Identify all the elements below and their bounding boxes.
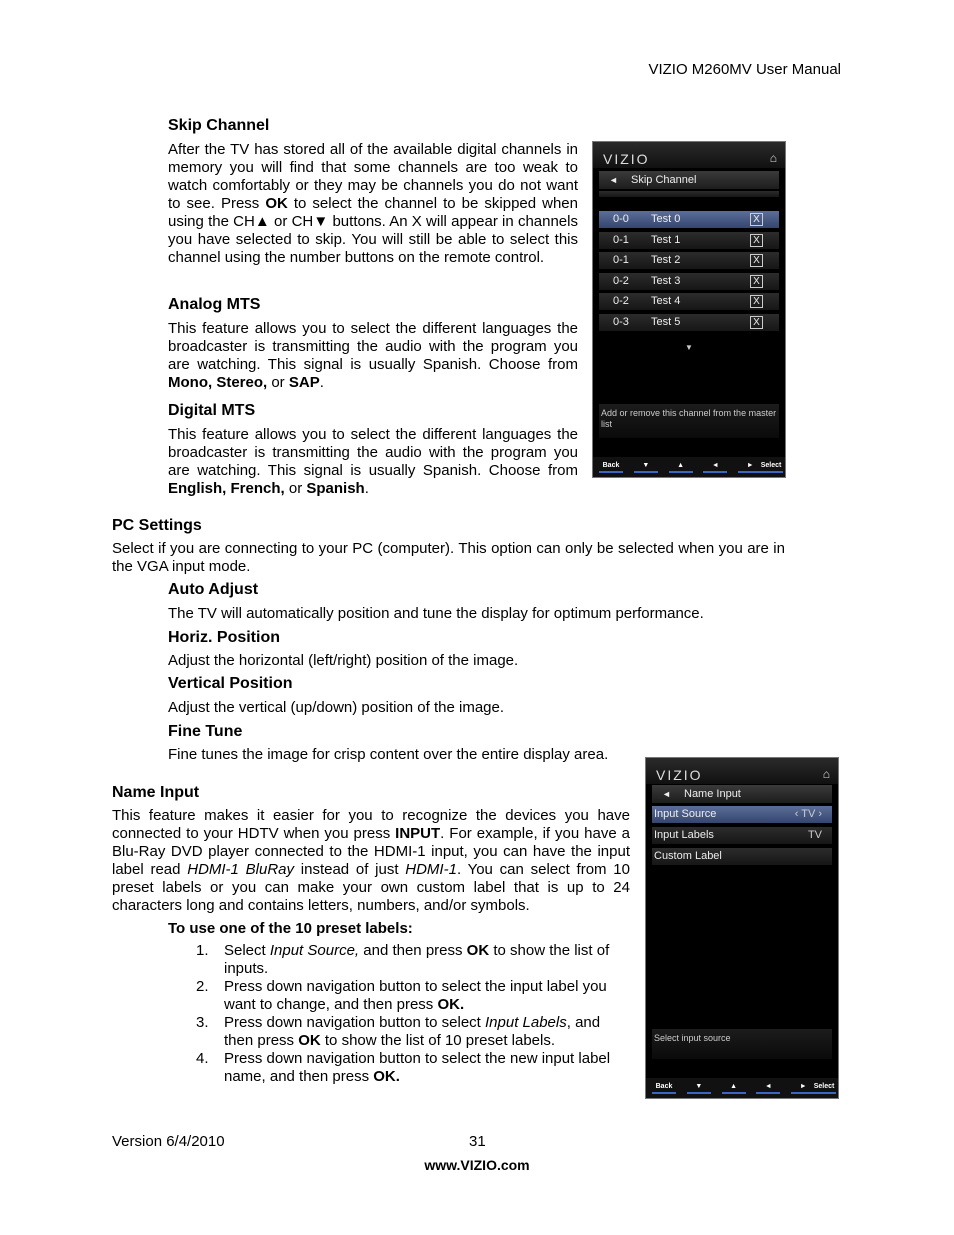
auto-adjust-text: The TV will automatically position and tune the display for optimum performance.	[168, 605, 704, 622]
channel-number: 0-0	[613, 213, 629, 225]
step-number: 1.	[196, 942, 209, 959]
vizio-logo: VIZIO	[603, 151, 650, 167]
menu-button[interactable]: Select	[812, 1082, 836, 1094]
channel-name: Test 1	[651, 233, 681, 246]
horiz-position-text: Adjust the horizontal (left/right) position of the image.	[168, 652, 519, 669]
channel-number: 0-1	[613, 254, 629, 267]
skip-channel-menu-screenshot	[592, 141, 786, 478]
row-label: Custom Label	[654, 850, 722, 862]
name-input-heading: Name Input	[112, 784, 200, 801]
footer-version: Version 6/4/2010	[112, 1133, 225, 1150]
horiz-position-heading: Horiz. Position	[168, 629, 280, 646]
menu-button[interactable]: ◄	[756, 1082, 780, 1094]
input-menu-row[interactable]	[652, 848, 832, 865]
skip-checkbox-icon[interactable]: X	[750, 275, 763, 288]
channel-row[interactable]	[599, 232, 779, 249]
vertical-position-text: Adjust the vertical (up/down) position of the image.	[168, 699, 505, 716]
channel-row[interactable]	[599, 252, 779, 269]
channel-row[interactable]	[599, 273, 779, 290]
step-number: 3.	[196, 1014, 209, 1031]
channel-row[interactable]	[599, 293, 779, 310]
skip-checkbox-icon[interactable]: X	[750, 295, 763, 308]
fine-tune-heading: Fine Tune	[168, 723, 243, 740]
row-value: ‹ TV ›	[794, 808, 822, 820]
back-arrow-icon: ◄	[662, 789, 671, 799]
channel-name: Test 0	[651, 213, 681, 225]
channel-name: Test 3	[651, 274, 681, 287]
name-input-menu-screenshot	[645, 757, 839, 1099]
fine-tune-text: Fine tunes the image for crisp content over the entire display area.	[168, 746, 609, 763]
channel-number: 0-3	[613, 316, 629, 328]
menu-title: Name Input	[684, 788, 741, 800]
channel-row[interactable]	[599, 314, 779, 331]
input-menu-row[interactable]	[652, 827, 832, 844]
menu-title-bar	[599, 171, 779, 189]
menu-button[interactable]: ▼	[687, 1082, 711, 1094]
page-number: 31	[469, 1133, 486, 1150]
row-value: TV	[807, 829, 822, 841]
step-number: 2.	[196, 978, 209, 995]
analog-mts-heading: Analog MTS	[168, 296, 261, 313]
menu-title-bar	[652, 785, 832, 803]
back-arrow-icon: ◄	[609, 175, 618, 185]
preset-labels-subheading: To use one of the 10 preset labels:	[168, 920, 413, 937]
step-item	[196, 1050, 630, 1086]
home-icon: ⌂	[769, 151, 777, 165]
digital-mts-text: This feature allows you to select the different languages the broadcaster is transmitting the audio with the program you are watching. This signal is usually Spanish. Choose from English, French, or Spanish.	[168, 426, 578, 497]
channel-number: 0-1	[613, 233, 629, 246]
pc-settings-heading: PC Settings	[112, 517, 202, 534]
step-text: Press down navigation button to select the new input label name, and then press OK.	[224, 1050, 611, 1085]
header-title: VIZIO M260MV User Manual	[648, 61, 841, 78]
menu-button[interactable]: Back	[599, 461, 623, 473]
skip-channel-text: After the TV has stored all of the available digital channels in memory you will find that some channels are too weak to watch comfortably or they may be channels you do not want to see. Press OK to select the channel to be skipped when using the CH▲ or CH▼ buttons. An X will appear in channels you have selected to skip. You will still be able to select this channel using the number buttons on the remote control.	[168, 141, 578, 266]
channel-number: 0-2	[613, 295, 629, 308]
menu-button[interactable]: ▲	[669, 461, 693, 473]
skip-checkbox-icon[interactable]: X	[750, 213, 763, 226]
skip-checkbox-icon[interactable]: X	[750, 316, 763, 329]
menu-divider	[599, 191, 779, 197]
vizio-logo: VIZIO	[656, 767, 703, 783]
row-label: Input Source	[654, 808, 717, 820]
name-input-text: This feature makes it easier for you to recognize the devices you have connected to your HDTV when you press INPUT. For example, if you have a Blu-Ray DVD player connected to the HDMI-1 input, you can have the input label read HDMI-1 BluRay instead of just HDMI-1. You can select from 10 preset labels or you can make your own custom label that is up to 24 characters long and contains letters, numbers, and/or symbols.	[112, 807, 631, 914]
menu-button[interactable]: ◄	[703, 461, 727, 473]
channel-number: 0-2	[613, 274, 629, 287]
menu-button[interactable]: ►	[791, 1082, 815, 1094]
menu-help-text: Select input source	[652, 1029, 832, 1059]
pc-settings-text: Select if you are connecting to your PC (computer). This option can only be selected when you are in the VGA input mode.	[112, 540, 785, 575]
auto-adjust-heading: Auto Adjust	[168, 581, 259, 598]
home-icon: ⌂	[822, 767, 830, 781]
step-text: Select Input Source, and then press OK to show the list of inputs.	[224, 942, 610, 977]
menu-button[interactable]: Select	[759, 461, 783, 473]
skip-checkbox-icon[interactable]: X	[750, 234, 763, 247]
menu-button[interactable]: ▼	[634, 461, 658, 473]
step-number: 4.	[196, 1050, 209, 1067]
step-item	[196, 978, 630, 1014]
step-text: Press down navigation button to select Input Labels, and then press OK to show the list of 10 preset labels.	[224, 1014, 601, 1049]
menu-button[interactable]: ▲	[722, 1082, 746, 1094]
analog-mts-text: This feature allows you to select the different languages the broadcaster is transmitting the audio with the program you are watching. This signal is usually Spanish. Choose from Mono, Stereo, or SAP.	[168, 320, 578, 391]
menu-title: Skip Channel	[631, 174, 697, 186]
more-down-icon: ▼	[685, 343, 693, 352]
step-text: Press down navigation button to select the input label you want to change, and then press OK.	[224, 978, 607, 1013]
input-menu-row[interactable]	[652, 806, 832, 823]
channel-name: Test 2	[651, 254, 681, 267]
channel-name: Test 4	[651, 295, 681, 308]
step-item	[196, 1014, 630, 1050]
channel-name: Test 5	[651, 316, 681, 328]
menu-button[interactable]: Back	[652, 1082, 676, 1094]
skip-channel-heading: Skip Channel	[168, 117, 270, 134]
skip-checkbox-icon[interactable]: X	[750, 254, 763, 267]
channel-row[interactable]	[599, 211, 779, 228]
row-label: Input Labels	[654, 829, 714, 841]
footer-url: www.VIZIO.com	[424, 1157, 530, 1173]
vertical-position-heading: Vertical Position	[168, 675, 293, 692]
step-item	[196, 942, 630, 978]
menu-button[interactable]: ►	[738, 461, 762, 473]
digital-mts-heading: Digital MTS	[168, 402, 256, 419]
menu-help-text: Add or remove this channel from the master list	[599, 404, 779, 438]
preset-labels-steps	[196, 942, 630, 1086]
